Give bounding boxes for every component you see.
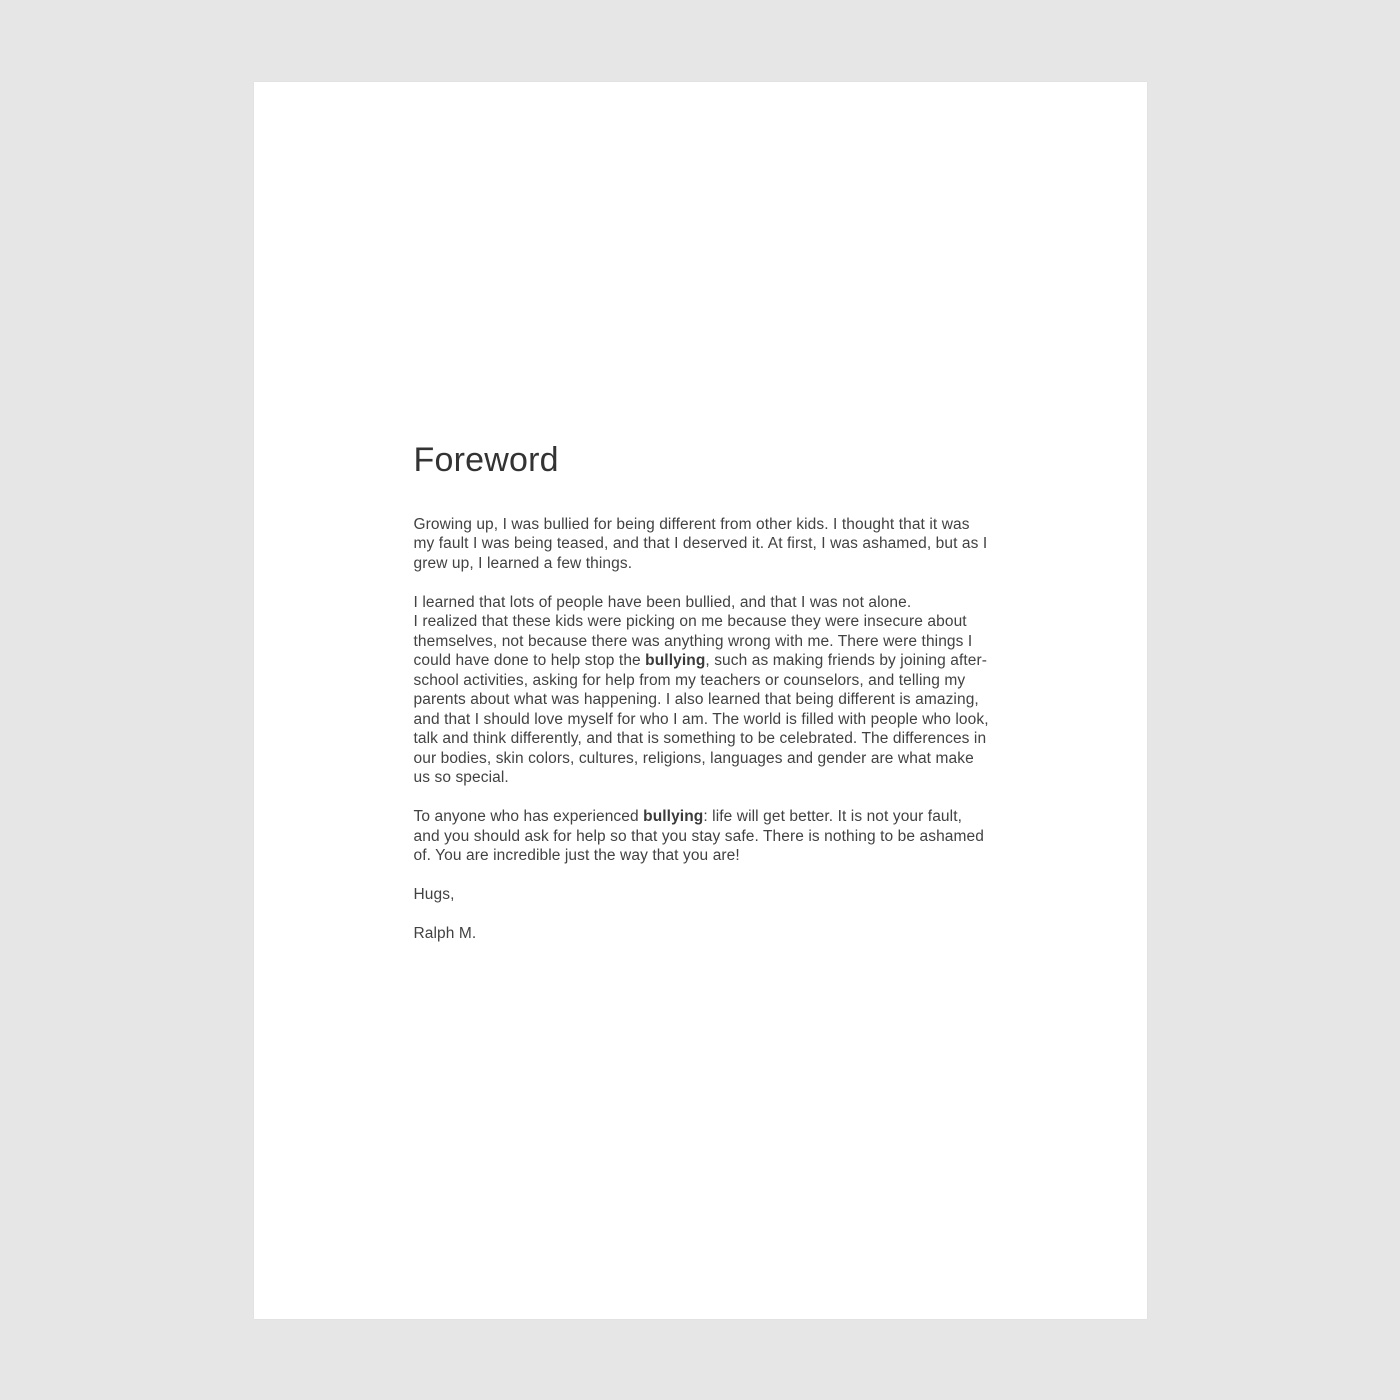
text-run: To anyone who has experienced xyxy=(413,808,644,825)
paragraph xyxy=(414,807,990,866)
text-run: , such as making friends by joining after-school activities, asking for help from my teachers or counselors, and telling my parents about what was happening. I also learned that being different is amazing, and that I should love myself for who I am. The world is filled with people who look, talk and think differently, and that is something to be celebrated. The differences in our bodies, skin colors, cultures, religions, languages and gender are what make us so special. xyxy=(413,652,989,786)
text-run: I learned that lots of people have been bullied, and that I was not alone. xyxy=(413,593,912,611)
text-run: Growing up, I was bullied for being different from other kids. I thought that it was my fault I was being teased, and that I deserved it. At first, I was ashamed, but as I grew up, I learned a few things. xyxy=(413,515,988,572)
paragraph xyxy=(414,924,990,944)
text-column xyxy=(413,440,990,944)
page-title: Foreword xyxy=(413,440,559,479)
text-run: Hugs, xyxy=(413,886,455,903)
foreword-body xyxy=(414,515,990,944)
text-run: Ralph M. xyxy=(413,925,477,942)
document-page xyxy=(254,82,1147,1319)
text-run-bold: bullying xyxy=(645,652,706,669)
text-run: : life will get better. It is not your fault, and you should ask for help so that you stay safe. There is nothing to be ashamed of. You are incredible just the way that you are! xyxy=(413,808,984,864)
text-run-bold: bullying xyxy=(643,808,704,825)
text-run: I realized that these kids were picking on me because they were insecure about themselves, not because there was anything wrong with me. There were things I could have done to help stop the xyxy=(413,613,973,669)
paragraph xyxy=(414,515,990,574)
paragraph xyxy=(414,885,990,905)
paragraph xyxy=(414,593,990,788)
